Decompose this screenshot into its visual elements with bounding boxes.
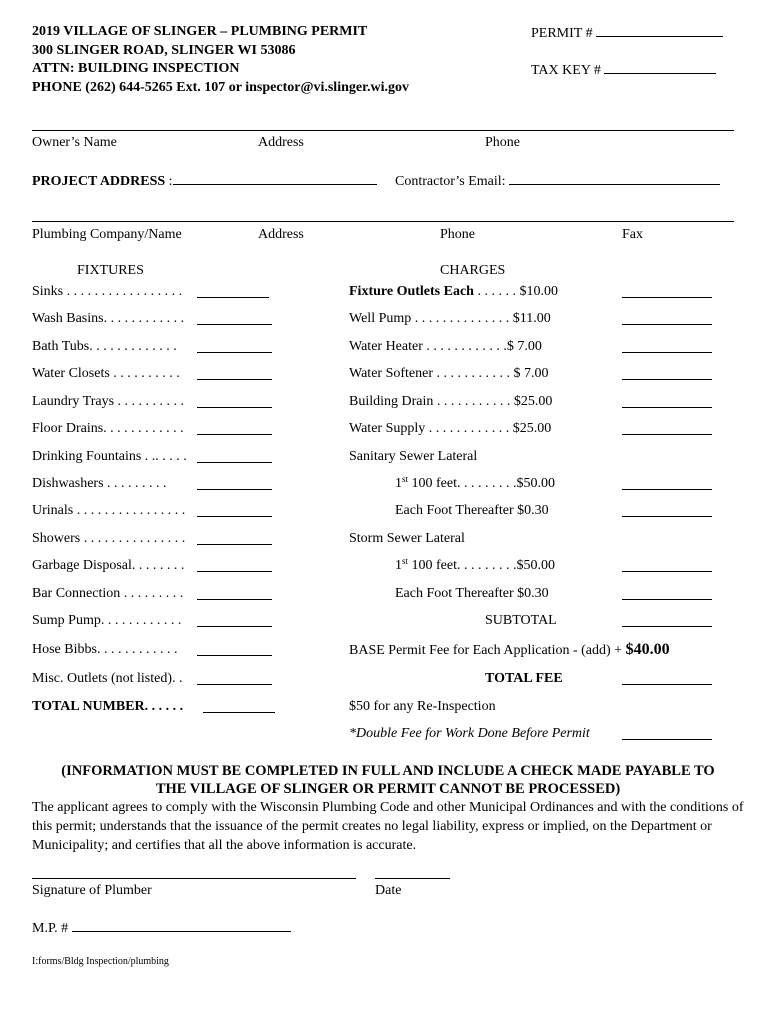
permit-number-line[interactable] <box>596 24 723 37</box>
footer-path: I:forms/Bldg Inspection/plumbing <box>32 956 169 967</box>
fixture-label: Water Closets . . . . . . . . . . <box>32 366 180 381</box>
base-fee-amount: $40.00 <box>625 641 670 658</box>
charge-dots: . . . . . . <box>473 284 520 299</box>
charges-heading: CHARGES <box>440 263 506 278</box>
company-divider <box>32 221 734 222</box>
charge-amount-line[interactable] <box>622 324 712 325</box>
project-address-line[interactable] <box>173 172 377 185</box>
contractor-email-line[interactable] <box>509 172 720 185</box>
fixture-count-line[interactable] <box>197 626 272 627</box>
total-fee-line[interactable] <box>622 684 712 685</box>
fixture-count-line[interactable] <box>197 599 272 600</box>
fixture-label: Sinks . . . . . . . . . . . . . . . . . <box>32 284 183 299</box>
signature-label: Signature of Plumber <box>32 883 152 898</box>
fixture-label: Sump Pump. . . . . . . . . . . . <box>32 613 182 628</box>
double-fee-note: *Double Fee for Work Done Before Permit <box>349 726 590 741</box>
subtotal-label: SUBTOTAL <box>485 613 557 628</box>
charge-amount-line[interactable] <box>622 297 712 298</box>
charge-amount-line[interactable] <box>622 434 712 435</box>
charge-amount-line[interactable] <box>622 407 712 408</box>
fixture-count-line[interactable] <box>197 544 272 545</box>
fixture-count-line[interactable] <box>197 297 269 298</box>
fixture-label: Urinals . . . . . . . . . . . . . . . . <box>32 503 186 518</box>
fixture-label: Floor Drains. . . . . . . . . . . . <box>32 421 184 436</box>
permit-title: 2019 VILLAGE OF SLINGER – PLUMBING PERMIT <box>32 24 368 39</box>
company-fax-label: Fax <box>622 227 643 242</box>
permit-number-label: PERMIT # <box>531 26 593 41</box>
charge-ordinal-suffix: st <box>402 474 409 484</box>
company-address-label: Address <box>258 227 304 242</box>
charge-section-label: Storm Sewer Lateral <box>349 531 465 546</box>
total-fee-label: TOTAL FEE <box>485 671 563 686</box>
mp-number-label: M.P. # <box>32 921 69 936</box>
charge-amount-line[interactable] <box>622 489 712 490</box>
office-contact: PHONE (262) 644-5265 Ext. 107 or inspector@vi.slinger.wi.gov <box>32 80 410 95</box>
signature-line[interactable] <box>32 878 356 879</box>
charge-label: Water Softener . . . . . . . . . . . $ 7.00 <box>349 366 549 381</box>
fixture-label: Garbage Disposal. . . . . . . . <box>32 558 185 573</box>
fixture-label: Showers . . . . . . . . . . . . . . . <box>32 531 186 546</box>
fixture-label: Wash Basins. . . . . . . . . . . . <box>32 311 185 326</box>
owner-phone-label: Phone <box>485 135 520 150</box>
owner-name-label: Owner’s Name <box>32 135 117 150</box>
tax-key-label: TAX KEY # <box>531 63 601 78</box>
charge-label: 100 feet. . . . . . . . .$50.00 <box>411 558 555 573</box>
fixture-count-line[interactable] <box>197 434 272 435</box>
fixture-count-line[interactable] <box>197 655 272 656</box>
charge-label: Fixture Outlets Each <box>349 284 474 299</box>
fixture-label: Laundry Trays . . . . . . . . . . <box>32 394 185 409</box>
charge-label: Water Heater . . . . . . . . . . . .$ 7.00 <box>349 339 542 354</box>
fixture-label: Drinking Fountains . .. . . . . <box>32 449 187 464</box>
charge-ordinal: 1 <box>395 476 402 491</box>
fixture-total-line[interactable] <box>203 712 275 713</box>
charge-amount-line[interactable] <box>622 516 712 517</box>
base-fee-label: BASE Permit Fee for Each Application - (add) + <box>349 643 623 658</box>
fixture-label: Bath Tubs. . . . . . . . . . . . . <box>32 339 177 354</box>
reinspection-note: $50 for any Re-Inspection <box>349 699 496 714</box>
charge-label: Building Drain . . . . . . . . . . . $25.00 <box>349 394 553 409</box>
contractor-email-field[interactable] <box>395 172 720 190</box>
fixtures-heading: FIXTURES <box>77 263 144 278</box>
agreement-text: The applicant agrees to comply with the Wisconsin Plumbing Code and other Municipal Ordinances and with the conditions of this permit; understands that the issuance of the permit creates no legal liability, express or implied, on the Department or Municipality; and certifies that all the above information is accurate. <box>32 800 744 853</box>
fixture-label: Misc. Outlets (not listed). . <box>32 671 183 686</box>
fixture-count-line[interactable] <box>197 379 272 380</box>
notice-line-1: (INFORMATION MUST BE COMPLETED IN FULL AND INCLUDE A CHECK MADE PAYABLE TO <box>61 763 715 779</box>
company-name-label: Plumbing Company/Name <box>32 227 182 242</box>
charge-amount-line[interactable] <box>622 599 712 600</box>
owner-address-label: Address <box>258 135 304 150</box>
permit-number-field[interactable] <box>531 24 723 42</box>
fixture-total-label: TOTAL NUMBER. . . . . . <box>32 699 184 714</box>
charge-amount-line[interactable] <box>622 571 712 572</box>
fixture-count-line[interactable] <box>197 489 272 490</box>
mp-number-line[interactable] <box>72 919 291 932</box>
fixture-count-line[interactable] <box>197 407 272 408</box>
project-address-field[interactable]: PROJECT ADDRESS : <box>32 172 377 190</box>
fixture-label: Bar Connection . . . . . . . . . <box>32 586 184 601</box>
charge-label: Well Pump . . . . . . . . . . . . . . $11.00 <box>349 311 551 326</box>
fixture-count-line[interactable] <box>197 684 272 685</box>
contractor-email-label: Contractor’s Email: <box>395 174 506 189</box>
charge-label: 100 feet. . . . . . . . .$50.00 <box>411 476 555 491</box>
subtotal-line[interactable] <box>622 626 712 627</box>
charge-ordinal: 1 <box>395 558 402 573</box>
mp-number-field[interactable] <box>32 919 291 937</box>
fixture-count-line[interactable] <box>197 571 272 572</box>
company-phone-label: Phone <box>440 227 475 242</box>
double-fee-line[interactable] <box>622 739 712 740</box>
fixture-count-line[interactable] <box>197 462 272 463</box>
notice-line-2: THE VILLAGE OF SLINGER OR PERMIT CANNOT BE PROCESSED) <box>155 781 621 797</box>
project-address-label: PROJECT ADDRESS <box>32 174 166 189</box>
charge-price: $10.00 <box>519 284 558 299</box>
office-address: 300 SLINGER ROAD, SLINGER WI 53086 <box>32 43 296 58</box>
fixture-count-line[interactable] <box>197 324 272 325</box>
owner-divider <box>32 130 734 131</box>
charge-section-label: Sanitary Sewer Lateral <box>349 449 478 464</box>
fixture-count-line[interactable] <box>197 516 272 517</box>
tax-key-line[interactable] <box>604 61 716 74</box>
date-line[interactable] <box>375 878 450 879</box>
fixture-count-line[interactable] <box>197 352 272 353</box>
charge-ordinal-suffix: st <box>402 556 409 566</box>
tax-key-field[interactable] <box>531 61 716 79</box>
fixture-label: Dishwashers . . . . . . . . . <box>32 476 167 491</box>
fixture-label: Hose Bibbs. . . . . . . . . . . . <box>32 642 178 657</box>
office-attn: ATTN: BUILDING INSPECTION <box>32 61 240 76</box>
charge-label: Each Foot Thereafter $0.30 <box>395 586 549 601</box>
charge-label: Water Supply . . . . . . . . . . . . $25.00 <box>349 421 552 436</box>
charge-label: Each Foot Thereafter $0.30 <box>395 503 549 518</box>
date-label: Date <box>375 883 402 898</box>
charge-amount-line[interactable] <box>622 379 712 380</box>
charge-amount-line[interactable] <box>622 352 712 353</box>
